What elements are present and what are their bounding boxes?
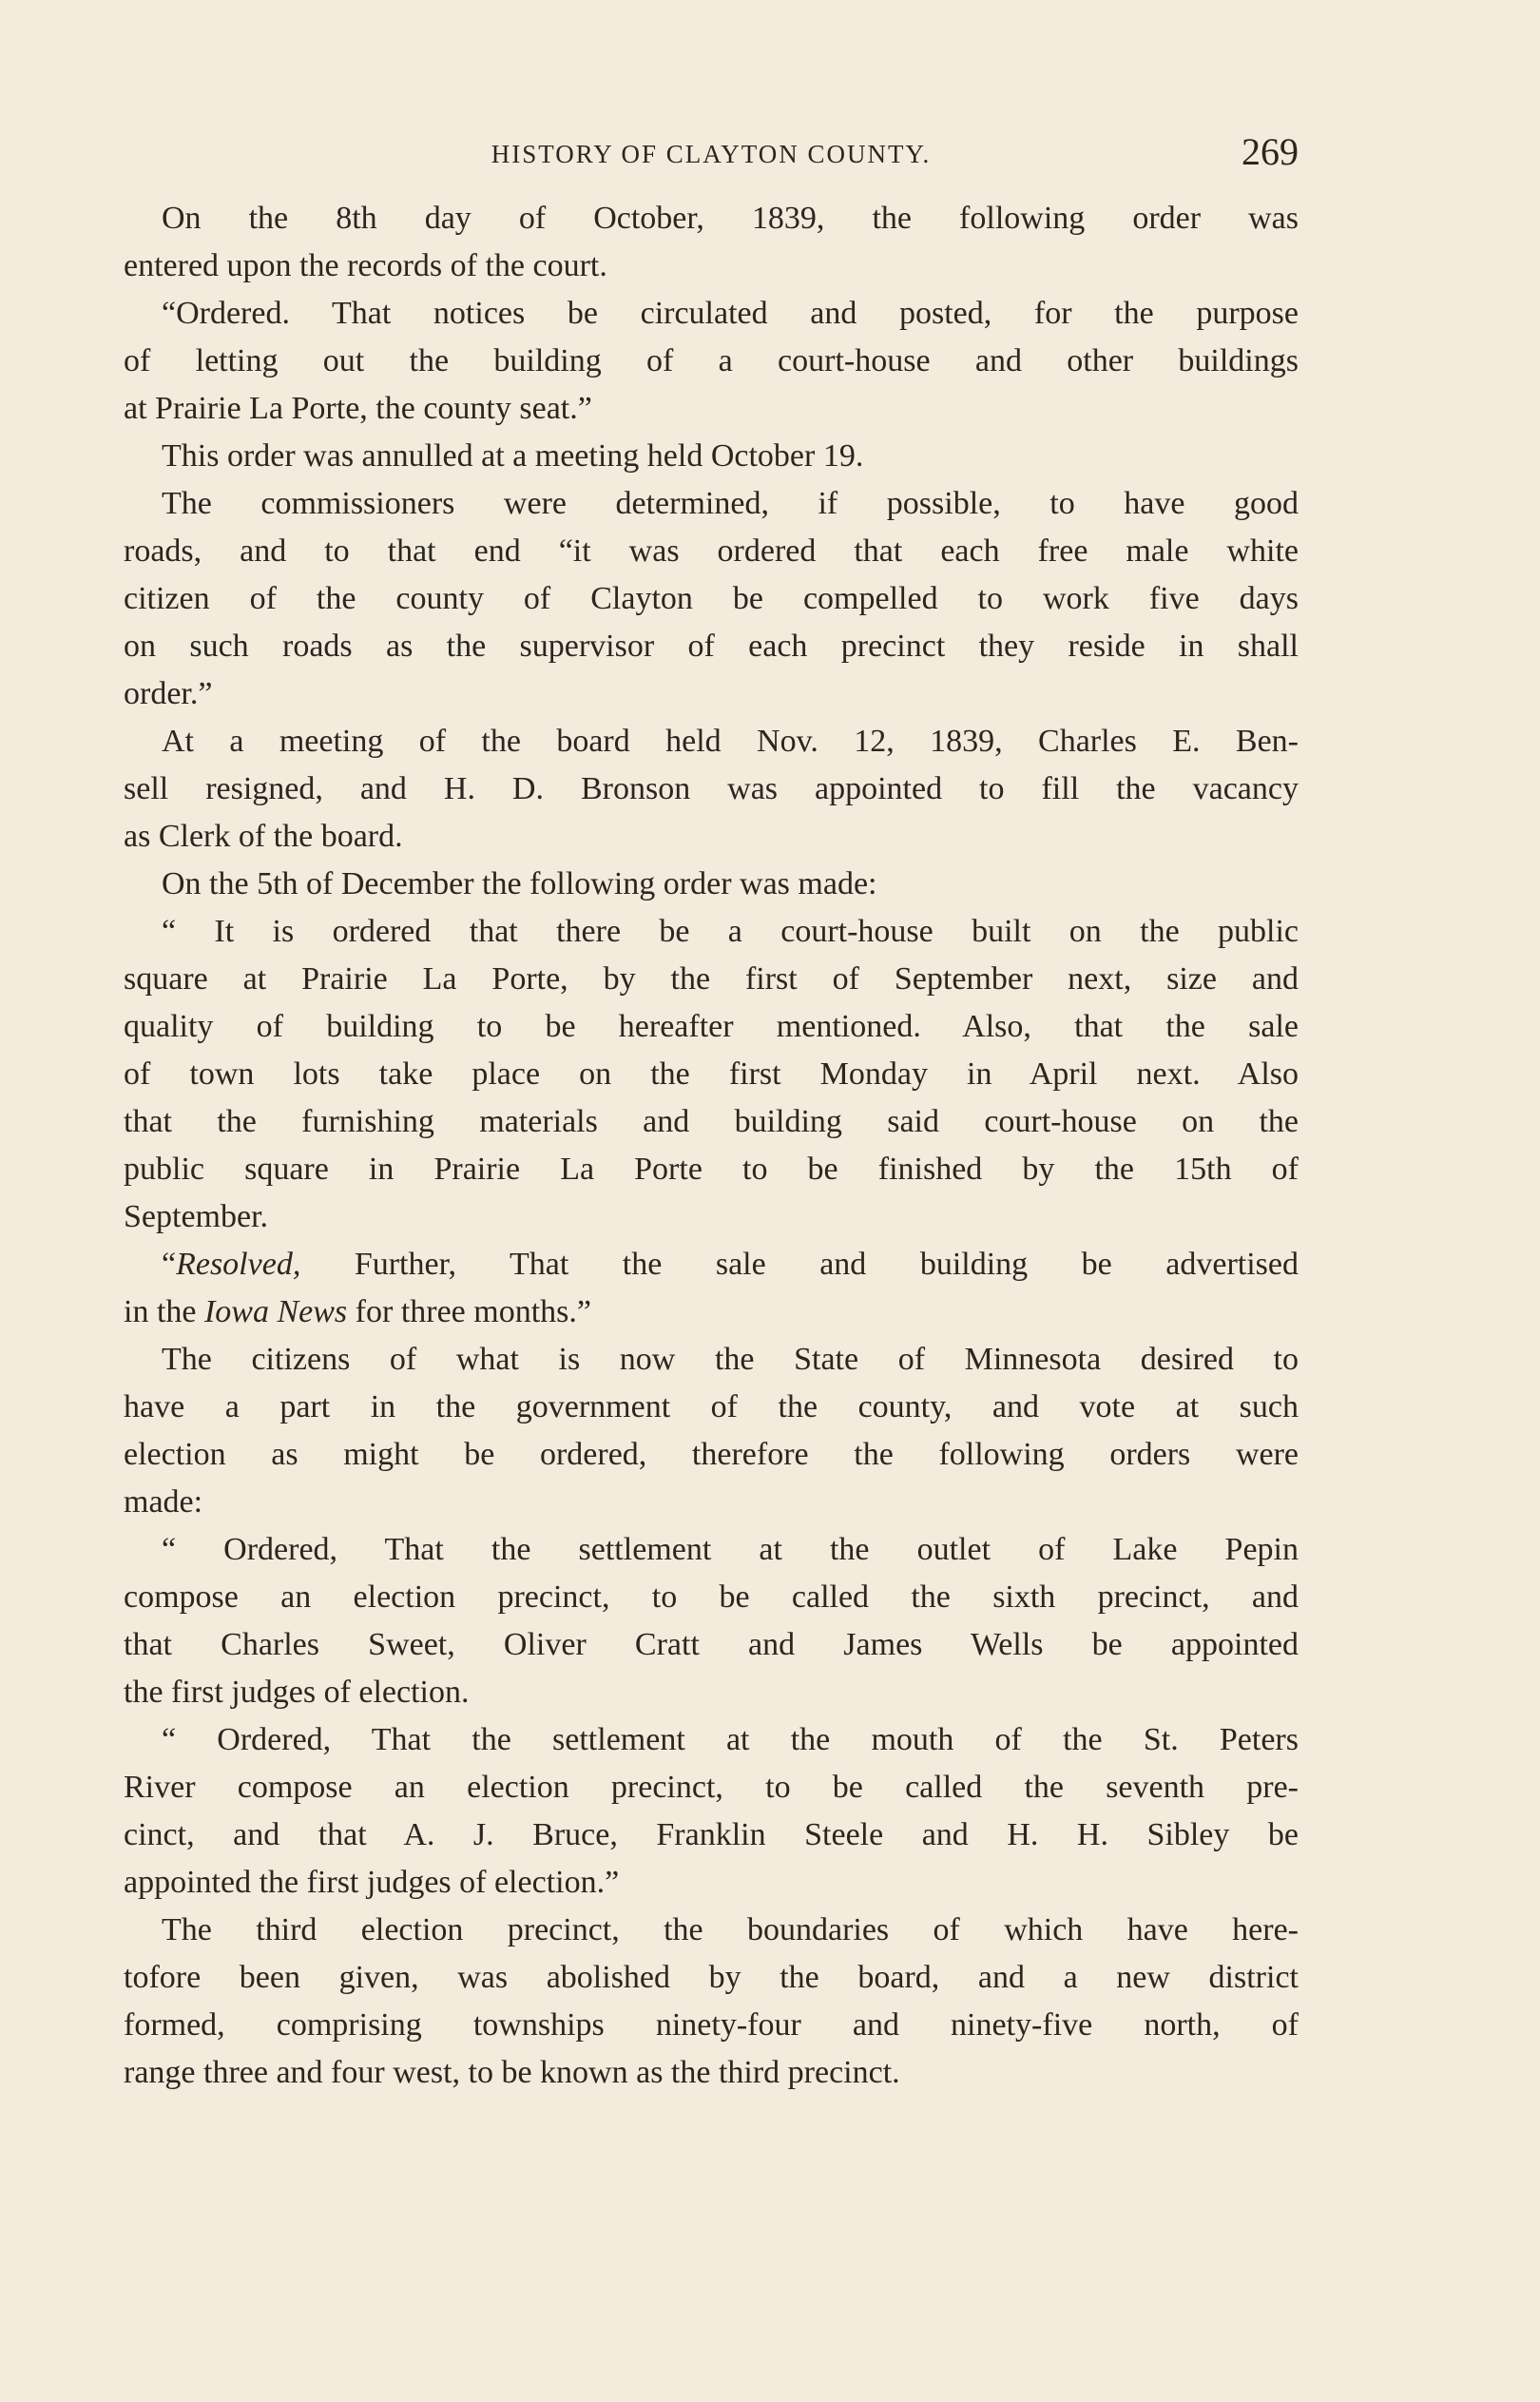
text-line: September. <box>124 1199 269 1234</box>
text-line: square at Prairie La Porte, by the first of September next, size and <box>124 961 1299 997</box>
text-line: election as might be ordered, therefore the following orders were <box>124 1437 1299 1472</box>
text-line: citizen of the county of Clayton be compelled to work five days <box>124 581 1299 616</box>
text-line: entered upon the records of the court. <box>124 248 607 283</box>
text-line: The citizens of what is now the State of Minnesota desired to <box>162 1342 1299 1377</box>
text-line: “Resolved, Further, That the sale and building be advertised <box>162 1247 1299 1282</box>
text-line: that the furnishing materials and building said court-house on the <box>124 1104 1299 1139</box>
text-line: as Clerk of the board. <box>124 819 403 854</box>
text-line: compose an election precinct, to be called the sixth precinct, and <box>124 1579 1299 1615</box>
text-line: on such roads as the supervisor of each precinct they reside in shall <box>124 629 1299 664</box>
text-line: order.” <box>124 676 213 711</box>
text-line: cinct, and that A. J. Bruce, Franklin Steele and H. H. Sibley be <box>124 1817 1299 1852</box>
text-line: have a part in the government of the county, and vote at such <box>124 1389 1299 1424</box>
text-line: the first judges of election. <box>124 1675 470 1710</box>
text-line: range three and four west, to be known as the third precinct. <box>124 2055 900 2090</box>
text-line: appointed the first judges of election.” <box>124 1865 620 1900</box>
text-line: On the 8th day of October, 1839, the following order was <box>162 201 1299 236</box>
text-line: This order was annulled at a meeting held October 19. <box>162 438 864 474</box>
text-line: formed, comprising townships ninety-four and ninety-five north, of <box>124 2007 1299 2043</box>
text-line: of letting out the building of a court-house and other buildings <box>124 343 1299 378</box>
text-line: At a meeting of the board held Nov. 12, 1839, Charles E. Ben- <box>162 724 1299 759</box>
text-line: On the 5th of December the following order was made: <box>162 866 877 901</box>
text-line: “ It is ordered that there be a court-house built on the public <box>162 914 1299 949</box>
text-line: at Prairie La Porte, the county seat.” <box>124 391 592 426</box>
text-line: “ Ordered, That the settlement at the mouth of the St. Peters <box>162 1722 1299 1757</box>
text-line: tofore been given, was abolished by the board, and a new district <box>124 1960 1299 1995</box>
page-number: 269 <box>1242 130 1299 173</box>
text-line: roads, and to that end “it was ordered that each free male white <box>124 533 1299 569</box>
text-line: made: <box>124 1484 203 1520</box>
page-header <box>124 130 1299 173</box>
text-line: River compose an election precinct, to be called the seventh pre- <box>124 1770 1299 1805</box>
text-line: sell resigned, and H. D. Bronson was appointed to fill the vacancy <box>124 771 1299 806</box>
text-line: The commissioners were determined, if possible, to have good <box>162 486 1299 521</box>
text-line: public square in Prairie La Porte to be finished by the 15th of <box>124 1152 1299 1187</box>
text-line: “Ordered. That notices be circulated and posted, for the purpose <box>162 296 1299 331</box>
text-line: of town lots take place on the first Monday in April next. Also <box>124 1056 1299 1092</box>
running-head: HISTORY OF CLAYTON COUNTY. <box>491 140 932 168</box>
text-line: “ Ordered, That the settlement at the outlet of Lake Pepin <box>162 1532 1299 1567</box>
text-line: The third election precinct, the boundaries of which have here- <box>162 1912 1299 1947</box>
text-line: that Charles Sweet, Oliver Cratt and James Wells be appointed <box>124 1627 1299 1662</box>
text-line: quality of building to be hereafter mentioned. Also, that the sale <box>124 1009 1299 1044</box>
body-text <box>124 195 1299 2097</box>
text-line: in the Iowa News for three months.” <box>124 1294 591 1329</box>
